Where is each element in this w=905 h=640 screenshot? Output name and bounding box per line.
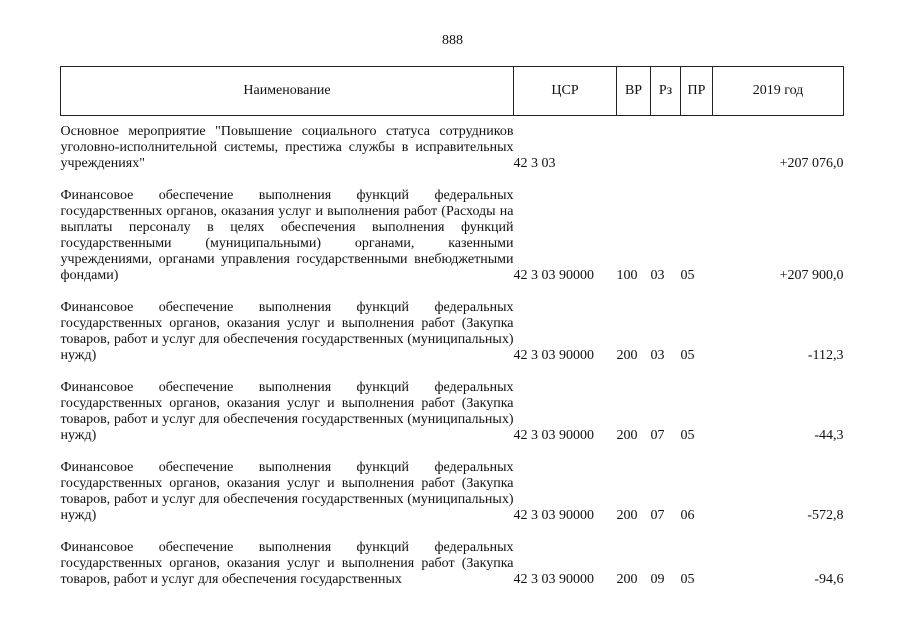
row-rz: 03	[650, 268, 665, 283]
row-name: Финансовое обеспечение выполнения функций федеральных государственных органов, оказания услуг и выполнения работ (Расходы на выплаты персоналу в целях обеспечения выполнения функций государственными (муниципальными) органами, казенными учреждениями, органами управления государственными внебюджетными фондами)	[60, 188, 514, 283]
row-pr	[681, 116, 713, 189]
row-vr: 200	[616, 572, 638, 587]
row-amount: -112,3	[807, 348, 844, 363]
row-csr: 42 3 03 90000	[513, 348, 594, 363]
table-row	[61, 460, 844, 540]
row-rz: 07	[650, 428, 665, 443]
row-rz: 07	[650, 508, 665, 523]
table-row	[61, 188, 844, 300]
row-vr	[617, 116, 651, 189]
row-pr: 05	[680, 428, 695, 443]
header-vr: ВР	[617, 67, 651, 116]
table-row	[61, 540, 844, 604]
row-rz	[651, 116, 681, 189]
row-csr: 42 3 03 90000	[513, 508, 594, 523]
row-csr: 42 3 03 90000	[513, 268, 594, 283]
row-pr: 06	[680, 508, 695, 523]
header-pr: ПР	[681, 67, 713, 116]
row-vr: 200	[616, 348, 638, 363]
row-amount: +207 076,0	[779, 156, 844, 171]
row-csr: 42 3 03 90000	[513, 428, 594, 443]
table-row	[61, 116, 844, 189]
row-pr: 05	[680, 572, 695, 587]
table-row	[61, 380, 844, 460]
page-number: 888	[442, 33, 463, 48]
row-vr: 200	[616, 508, 638, 523]
row-pr: 05	[680, 268, 695, 283]
row-rz: 09	[650, 572, 665, 587]
row-name: Финансовое обеспечение выполнения функций федеральных государственных органов, оказания услуг и выполнения работ (Закупка товаров, работ и услуг для обеспечения государственных (муниципальных) нужд)	[60, 300, 514, 363]
row-amount: -44,3	[814, 428, 844, 443]
row-amount: -94,6	[814, 572, 844, 587]
row-csr: 42 3 03	[513, 156, 556, 171]
row-pr: 05	[680, 348, 695, 363]
header-year: 2019 год	[713, 67, 844, 116]
row-name: Финансовое обеспечение выполнения функций федеральных государственных органов, оказания услуг и выполнения работ (Закупка товаров, работ и услуг для обеспечения государственных	[60, 540, 514, 587]
row-csr: 42 3 03 90000	[513, 572, 594, 587]
row-vr: 200	[616, 428, 638, 443]
header-rz: Рз	[651, 67, 681, 116]
header-name: Наименование	[61, 67, 514, 116]
row-vr: 100	[616, 268, 638, 283]
row-name: Финансовое обеспечение выполнения функций федеральных государственных органов, оказания услуг и выполнения работ (Закупка товаров, работ и услуг для обеспечения государственных (муниципальных) нужд)	[60, 460, 514, 523]
table-body	[61, 116, 844, 605]
row-name: Основное мероприятие "Повышение социального статуса сотрудников уголовно-исполнительной системы, престижа службы в исправительных учреждениях"	[60, 124, 514, 171]
row-amount: +207 900,0	[779, 268, 844, 283]
row-rz: 03	[650, 348, 665, 363]
header-csr: ЦСР	[514, 67, 617, 116]
table-header	[61, 67, 844, 116]
table-row	[61, 300, 844, 380]
row-amount: -572,8	[807, 508, 844, 523]
budget-table	[60, 66, 844, 604]
row-name: Финансовое обеспечение выполнения функций федеральных государственных органов, оказания услуг и выполнения работ (Закупка товаров, работ и услуг для обеспечения государственных (муниципальных) нужд)	[60, 380, 514, 443]
